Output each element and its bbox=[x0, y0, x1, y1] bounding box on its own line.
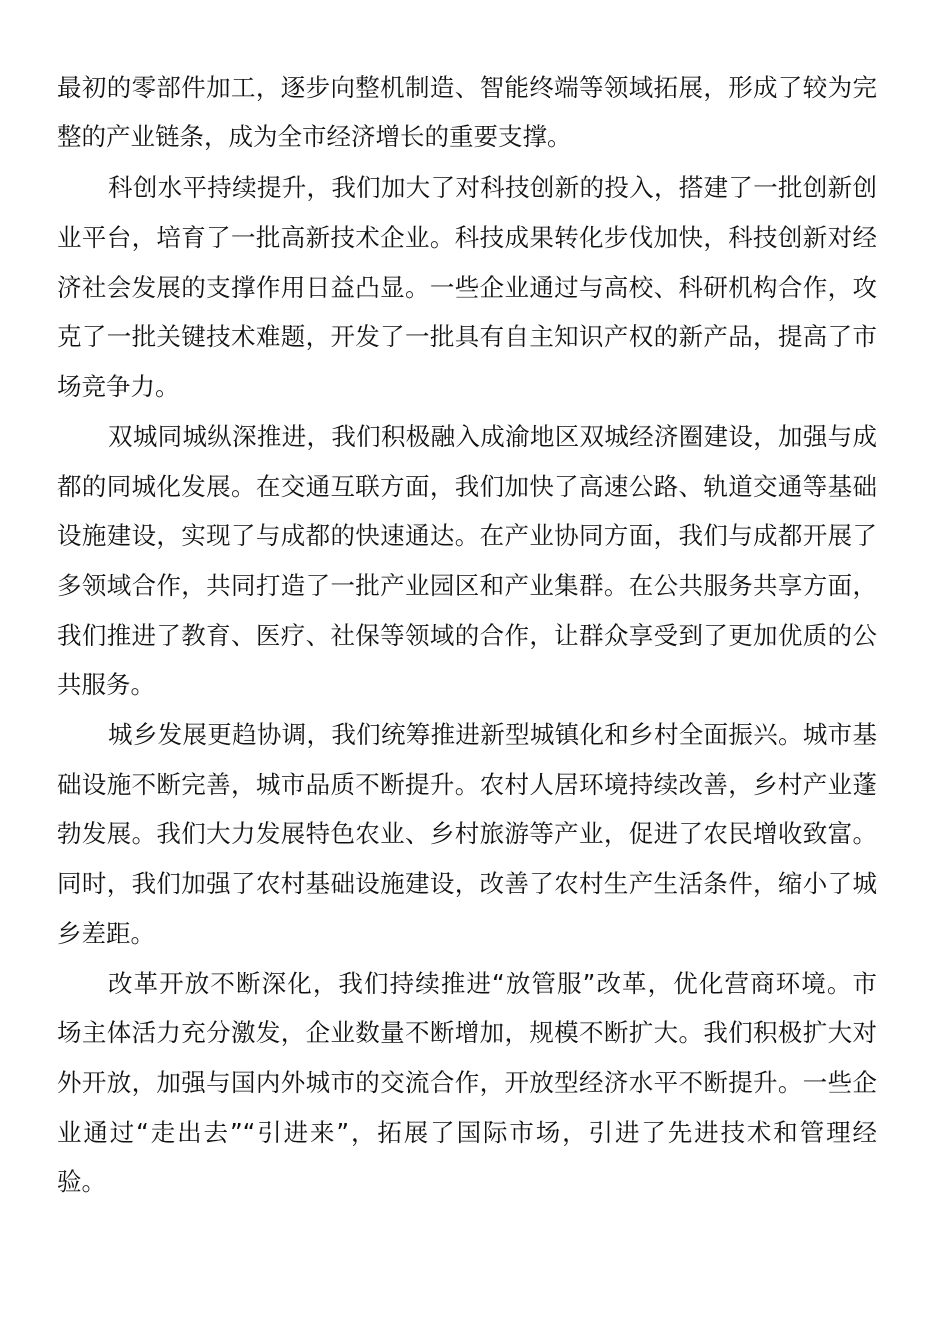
text-line: 我们推进了教育、医疗、社保等领域的合作，让群众享受到了更加优质的公 bbox=[57, 621, 877, 650]
text-line: 都的同城化发展。在交通互联方面，我们加快了高速公路、轨道交通等基础 bbox=[57, 472, 877, 501]
text-line: 共服务。 bbox=[57, 670, 155, 699]
text-line: 础设施不断完善，城市品质不断提升。农村人居环境持续改善，乡村产业蓬 bbox=[57, 770, 877, 799]
paragraph-first-line: 城乡发展更趋协调，我们统筹推进新型城镇化和乡村全面振兴。城市基 bbox=[108, 720, 877, 749]
text-line: 外开放，加强与国内外城市的交流合作，开放型经济水平不断提升。一些企 bbox=[57, 1068, 877, 1097]
text-line: 场竞争力。 bbox=[57, 372, 180, 401]
text-line: 业平台，培育了一批高新技术企业。科技成果转化步伐加快，科技创新对经 bbox=[57, 223, 877, 252]
text-line: 最初的零部件加工，逐步向整机制造、智能终端等领域拓展，形成了较为完 bbox=[57, 73, 877, 102]
text-line: 场主体活力充分激发，企业数量不断增加，规模不断扩大。我们积极扩大对 bbox=[57, 1018, 877, 1047]
text-line: 克了一批关键技术难题，开发了一批具有自主知识产权的新产品，提高了市 bbox=[57, 322, 877, 351]
text-line: 设施建设，实现了与成都的快速通达。在产业协同方面，我们与成都开展了 bbox=[57, 521, 877, 550]
text-line: 整的产业链条，成为全市经济增长的重要支撑。 bbox=[57, 122, 572, 151]
paragraph-first-line: 科创水平持续提升，我们加大了对科技创新的投入，搭建了一批创新创 bbox=[108, 173, 877, 202]
text-line: 验。 bbox=[57, 1167, 106, 1196]
text-line: 乡差距。 bbox=[57, 919, 155, 948]
text-line: 多领域合作，共同打造了一批产业园区和产业集群。在公共服务共享方面， bbox=[57, 571, 877, 600]
text-line: 业通过“走出去”“引进来”，拓展了国际市场，引进了先进技术和管理经 bbox=[57, 1118, 877, 1147]
text-line: 同时，我们加强了农村基础设施建设，改善了农村生产生活条件，缩小了城 bbox=[57, 869, 877, 898]
paragraph-first-line: 双城同城纵深推进，我们积极融入成渝地区双城经济圈建设，加强与成 bbox=[108, 422, 877, 451]
paragraph-first-line: 改革开放不断深化，我们持续推进“放管服”改革，优化营商环境。市 bbox=[108, 969, 877, 998]
text-line: 济社会发展的支撑作用日益凸显。一些企业通过与高校、科研机构合作，攻 bbox=[57, 273, 877, 302]
text-line: 勃发展。我们大力发展特色农业、乡村旅游等产业，促进了农民增收致富。 bbox=[57, 819, 877, 848]
